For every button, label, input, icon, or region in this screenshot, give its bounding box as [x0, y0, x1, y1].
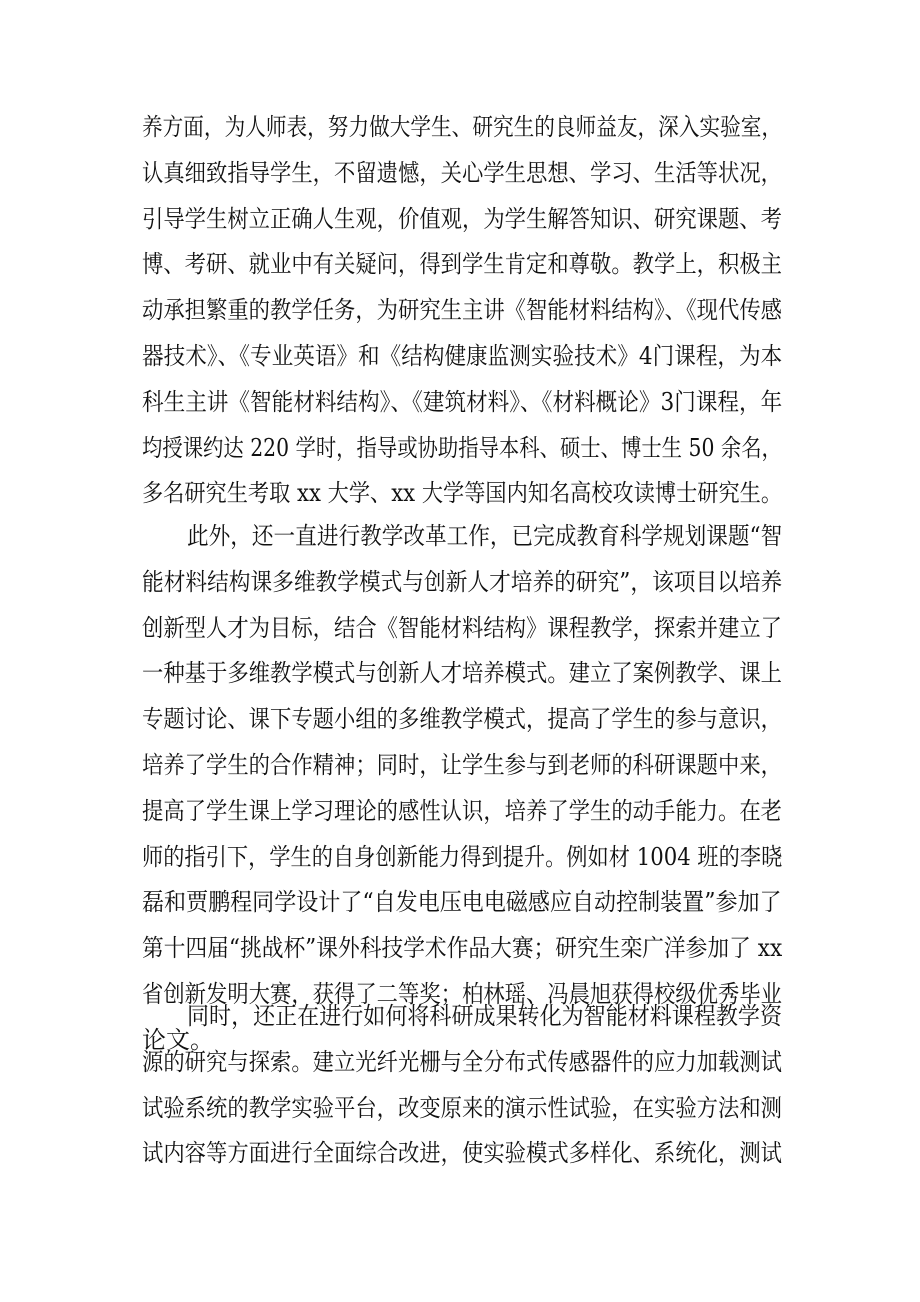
text-line: 师的指引下，学生的自身创新能力得到提升。例如材 1004 班的李晓 [142, 842, 783, 871]
text-line: 创新型人才为目标，结合《智能材料结构》课程教学，探索并建立了 [142, 613, 782, 642]
text-line: 博、考研、就业中有关疑问，得到学生肯定和尊敬。教学上，积极主 [142, 250, 782, 279]
text-line: 均授课约达 220 学时，指导或协助指导本科、硕士、博士生 50 余名， [142, 433, 782, 462]
text-line: 动承担繁重的教学任务，为研究生主讲《智能材料结构》、《现代传感 [142, 296, 782, 325]
text-line: 此外，还一直进行教学改革工作，已完成教育科学规划课题“智 [187, 522, 783, 550]
text-line: 同时，还正在进行如何将科研成果转化为智能材料课程教学资 [187, 1002, 782, 1030]
text-line: 一种基于多维教学模式与创新人才培养模式。建立了案例教学、课上 [142, 659, 782, 688]
text-line: 引导学生树立正确人生观，价值观，为学生解答知识、研究课题、考 [142, 204, 782, 233]
text-line: 认真细致指导学生，不留遗憾，关心学生思想、学习、生活等状况， [142, 158, 782, 187]
text-line: 科生主讲《智能材料结构》、《建筑材料》、《材料概论》3门课程，年 [142, 387, 783, 416]
text-line: 试内容等方面进行全面综合改进，使实验模式多样化、系统化，测试 [142, 1139, 782, 1168]
text-line: 培养了学生的合作精神；同时，让学生参与到老师的科研课题中来， [142, 751, 782, 779]
text-line: 多名研究生考取 xx 大学、xx 大学等国内知名高校攻读博士研究生。 [142, 479, 783, 508]
text-line: 源的研究与探索。建立光纤光栅与全分布式传感器件的应力加载测试 [142, 1047, 782, 1076]
text-line: 第十四届“挑战杯”课外科技学术作品大赛；研究生栾广洋参加了 xx [142, 934, 783, 963]
text-line: 省创新发明大赛，获得了二等奖；柏林瑶、冯晨旭获得校级优秀毕业 [142, 980, 782, 1008]
text-line: 论文。 [142, 1025, 214, 1054]
text-line: 试验系统的教学实验平台，改变原来的演示性试验，在实验方法和测 [142, 1093, 782, 1122]
text-line: 提高了学生课上学习理论的感性认识，培养了学生的动手能力。在老 [142, 796, 782, 825]
text-line: 能材料结构课多维教学模式与创新人才培养的研究”，该项目以培养 [142, 567, 783, 596]
text-line: 磊和贾鹏程同学设计了“自发电压电电磁感应自动控制装置”参加了 [142, 888, 782, 917]
text-line: 专题讨论、课下专题小组的多维教学模式，提高了学生的参与意识， [142, 705, 782, 734]
text-line: 器技术》、《专业英语》和《结构健康监测实验技术》4门课程，为本 [142, 342, 783, 370]
text-line: 养方面，为人师表，努力做大学生、研究生的良师益友，深入实验室， [142, 113, 782, 141]
